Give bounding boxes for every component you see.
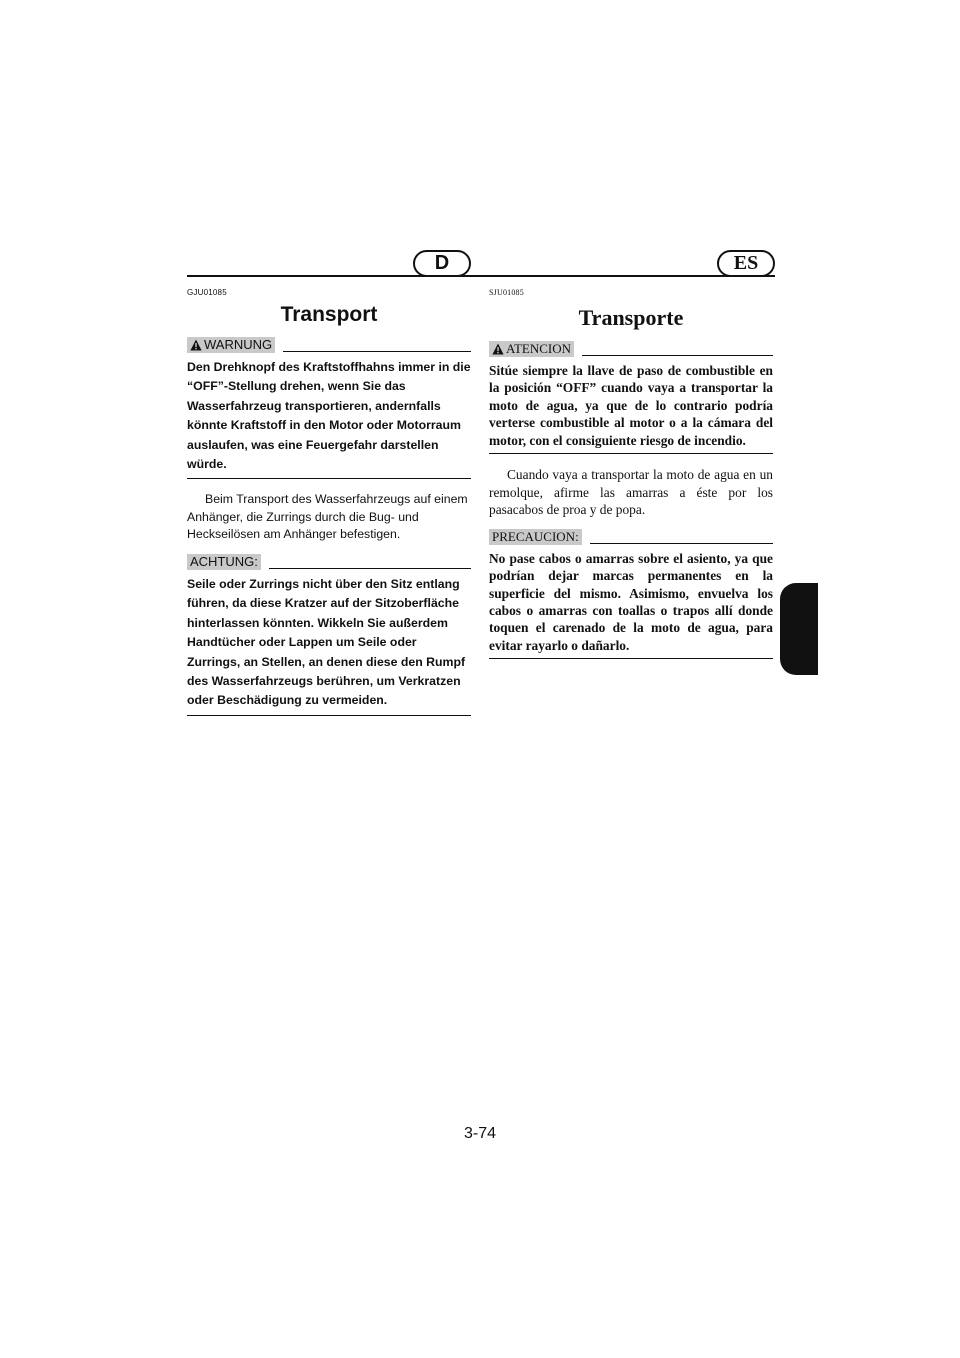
caution-rule <box>590 543 773 544</box>
caution-rule <box>269 568 471 569</box>
warning-rule <box>283 351 471 352</box>
caution-text: No pase cabos o amarras sobre el asiento, ya que podrían dejar marcas permanentes en la superficie del mismo. Asimismo, envuelva los cabos o amarras con toallas o trapos allí donde toquen el carenado de la moto de agua, para evitar rayarlo o dañarlo. <box>489 550 773 659</box>
german-column <box>187 288 471 716</box>
warning-header <box>489 341 773 357</box>
body-paragraph: Cuando vaya a transportar la moto de agua en un remolque, afirme las amarras a éste por los pasacabos de proa y de popa. <box>489 467 773 518</box>
body-paragraph: Beim Transport des Wasserfahrzeugs auf einem Anhänger, die Zurrings durch die Bug- und Heckseilösen am Anhänger befestigen. <box>187 492 468 542</box>
warning-text: Den Drehknopf des Kraftstoffhahns immer in die “OFF”-Stellung drehen, wenn Sie das Wasserfahrzeug transportieren, andernfalls könnte Kraftstoff in den Motor oder Motorraum auslaufen, was eine Feuergefahr darstellen würde. <box>187 358 471 479</box>
caution-text: Seile oder Zurrings nicht über den Sitz entlang führen, da diese Kratzer auf der Sitzoberfläche hinterlassen könnten. Wikkeln Sie außerdem Handtücher oder Lappen um Seile oder Zurrings, an Stellen, an denen diese den Rumpf des Wasserfahrzeugs berühren, um Verkratzen oder Beschädigung zu vermeiden. <box>187 575 471 716</box>
spanish-column <box>489 288 773 659</box>
chapter-side-tab <box>780 583 818 675</box>
language-marker-german: D <box>413 250 471 277</box>
warning-label: WARNUNG <box>204 337 273 352</box>
warning-text: Sitúe siempre la llave de paso de combustible en la posición “OFF” cuando vaya a transportar la moto de agua, ya que de lo contrario podría verterse combustible al motor o a la cámara del motor, con el consiguiente riesgo de incendio. <box>489 362 773 454</box>
warning-header <box>187 337 471 353</box>
section-code: GJU01085 <box>187 288 227 297</box>
header-rule <box>187 275 775 277</box>
section-code: SJU01085 <box>489 288 524 297</box>
caution-badge: PRECAUCION: <box>489 529 582 545</box>
warning-badge <box>489 341 574 357</box>
page-number: 3-74 <box>463 1125 497 1142</box>
language-marker-spanish: ES <box>717 250 775 277</box>
section-title: Transporte <box>578 305 684 330</box>
warning-label: ATENCION <box>506 341 571 356</box>
warning-rule <box>582 355 773 356</box>
caution-badge: ACHTUNG: <box>187 554 261 570</box>
caution-header <box>489 529 773 545</box>
warning-badge <box>187 337 275 353</box>
section-title: Transport <box>280 303 378 326</box>
warning-triangle-icon <box>190 339 202 351</box>
warning-triangle-icon <box>492 343 504 355</box>
caution-header <box>187 554 471 570</box>
